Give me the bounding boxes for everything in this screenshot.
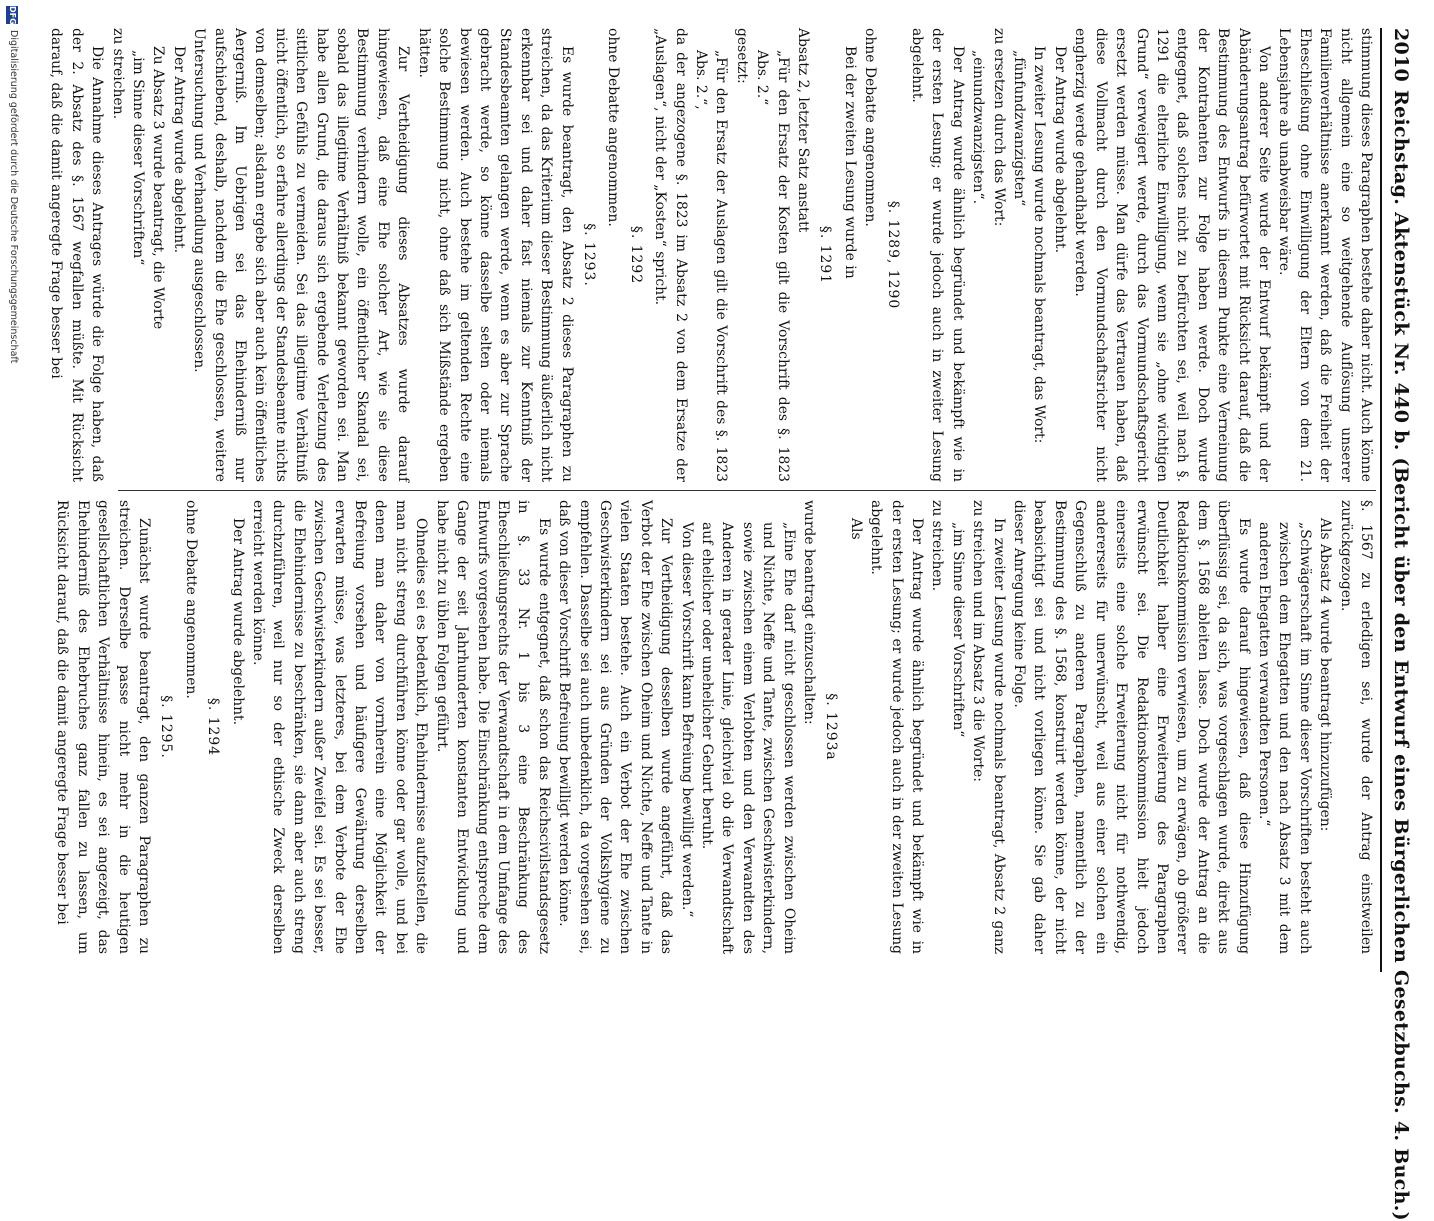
right-paragraph: Als <box>847 518 864 540</box>
left-paragraph: Zur Vertheidigung dieses Absatzes wurde darauf hingewiesen, daß eine Ehe solcher Art, wie sie diese Bestimmung verhindern wolle, ein öffentlicher Skandal sei, sobald das illegitime Verhältniß bekannt geworden sei. Man habe allen Grund, die daraus sich ergebende Verletzung des sittlichen Gefühls zu vermeiden. Sei das illegitime Verhältniß nicht öffentlich, so erfahre allerdings der Standesbeamte nichts von demselben; alsdann ergebe sich aber auch kein öffentliches Aergerniß. Im Uebrigen sei das Ehehinderniß nur aufschiebend, deshalb, nachdem die Ehe geschlossen, weitere Untersuchung und Verhandlung ausgeschlossen. <box>191 28 412 482</box>
running-title: Reichstag. Aktenstück Nr. 440 b. (Bericht über den Entwurf eines Bürgerlichen Gesetzbuchs. 4. Buch.) <box>1390 90 1412 1221</box>
right-paragraph: zu streichen. <box>929 500 946 592</box>
right-column <box>54 500 1376 954</box>
column-divider <box>118 490 1376 491</box>
left-quoted-text: „Für den Ersatz der Auslagen gilt die Vorschrift des §. 1823 Abs. 2.“, <box>693 50 730 482</box>
left-paragraph: Es wurde beantragt, den Absatz 2 dieses Paragraphen zu streichen, da das Kriterium dieser Bestimmung äußerlich nicht erkennbar sei und daher fast niemals zur Kenntniß der Standesbeamten gelangen werde, wenn es aber zur Sprache gebracht werde, so könne dasselbe selten oder niemals bewiesen werden. Auch bestehe im geltenden Rechte eine solche Bestimmung nicht, ohne daß sich Mißstände ergeben hätten. <box>415 28 575 482</box>
right-quoted-text: „Eine Ehe darf nicht geschlossen werden zwischen Oheim und Nichte, Neffe und Tante, zwischen Geschwisterkindern, sowie zwischen einem Verlobten und den Verwandten des Anderen in gerader Linie, gleichviel ob die Verwandtschaft auf ehelicher oder unehelicher Geburt beruht. <box>699 522 797 954</box>
right-paragraph: Es wurde darauf hingewiesen, daß diese Hinzufügung überflüssig sei, da sich, was vorgeschlagen wurde, direkt aus dem §. 1568 ableiten lasse. Doch wurde der Antrag an die Redaktionskommission verwiesen, um zu erwägen, ob größerer Deutlichkeit halber eine Erweiterung des Paragraphen erwünscht sei. Die Redaktionskommission hielt jedoch einerseits eine solche Erweiterung nicht für nothwendig, andererseits für unerwünscht, weil aus einer solchen ein Gegenschluß zu anderen Paragraphen, namentlich zu der Bestimmung des §. 1568, konstruirt werden könne, der nicht beabsichtigt sei und nicht vorliegen könne. Sie gab daher dieser Anregung keine Folge. <box>1011 500 1252 954</box>
right-quoted-text: Von dieser Vorschrift kann Befreiung bewilligt werden.“ <box>678 522 695 918</box>
left-section-heading: §. 1293. <box>580 223 597 287</box>
left-column <box>48 28 1376 482</box>
right-section-heading: §. 1295. <box>158 695 175 759</box>
left-paragraph: Absatz 2, letzter Satz anstatt <box>795 28 812 233</box>
left-section-heading: §. 1292 <box>627 225 644 285</box>
left-paragraph: Der Antrag wurde ähnlich begründet und bekämpft wie in der ersten Lesung; er wurde jedoch auch in zweiter Lesung abgelehnt. <box>909 28 966 482</box>
right-paragraph: Als Absatz 4 wurde beantragt hinzuzufügen: <box>1317 518 1334 832</box>
left-paragraph: zu streichen. <box>109 28 126 120</box>
left-quoted-text: „Für den Ersatz der Kosten gilt die Vorschrift des §. 1823 Abs. 2.“ <box>754 50 791 482</box>
right-paragraph: ohne Debatte angenommen. <box>182 500 199 699</box>
digitization-note: Digitalisierung gefördert durch die Deutsche Forschungsgemeinschaft <box>8 30 19 364</box>
left-quoted-text: „einundzwanzigsten“. <box>970 50 987 205</box>
page-header <box>1380 28 1416 1221</box>
left-paragraph: Von anderer Seite wurde der Entwurf bekämpft und der Abänderungsantrag befürwortet mit Rücksicht darauf, daß die Bestimmung des Entwurfs in diesem Punkte eine Verneinung der Kontrahenten zur Folge haben werde. Doch wurde entgegnet, daß solches nicht zu befürchten sei, weil nach §. 1291 die elterliche Einwilligung, wenn sie „ohne wichtigen Grund“ verweigert werde, durch das Vormundschaftsgericht ersetzt werden müsse. Man dürfe das Vertrauen haben, daß diese Vollmacht durch den Vormundschaftsrichter nicht engherzig werde gehandhabt werden. <box>1072 28 1272 482</box>
right-paragraph: Ohnedies sei es bedenklich, Ehehindernisse aufzustellen, die man nicht streng durchführen könne oder gar wolle, und bei denen man daher von vornherein eine Möglichkeit der Befreiung vorsehen und häufigere Gewährung derselben erwarten müsse, was letzteres, bei dem Verbote der Ehe zwischen Geschwisterkindern außer Zweifel sei. Es sei besser, die Ehehindernisse zu beschränken, sie dann aber auch streng durchzuführen, weil nur so der ethische Zweck derselben erreicht werden könne. <box>250 500 430 954</box>
dfg-logo: DFG <box>8 6 17 25</box>
left-paragraph: ohne Debatte angenommen. <box>862 28 879 227</box>
right-quoted-text: „im Sinne dieser Vorschriften“ <box>949 522 966 738</box>
right-paragraph: Der Antrag wurde ähnlich begründet und bekämpft wie in der ersten Lesung; er wurde jedoch auch in der zweiten Lesung abgelehnt. <box>868 500 926 954</box>
left-section-heading: §. 1289, 1290 <box>884 200 901 310</box>
right-paragraph: Zur Vertheidigung desselben wurde angeführt, daß das Verbot der Ehe zwischen Oheim und Nichte, Neffe und Tante in vielen Staaten bestehe. Auch ein Verbot der Ehe zwischen Geschwisterkindern sei aus Gründen der Volkshygiene zu empfehlen. Dasselbe sei auch unbedenklich, da vorgesehen sei, daß von dieser Vorschrift Befreiung bewilligt werden könne. <box>556 500 675 954</box>
left-paragraph: Der Antrag wurde abgelehnt. <box>1051 46 1068 254</box>
right-paragraph: In zweiter Lesung wurde nochmals beantragt, Absatz 2 ganz zu streichen und im Absatz 3 die Worte: <box>970 500 1007 954</box>
right-paragraph: wurde beantragt einzuschalten: <box>801 500 818 725</box>
right-paragraph: Zunächst wurde beantragt, den ganzen Paragraphen zu streichen. Derselbe passe nicht mehr in die heutigen gesellschaftlichen Verhältnisse hinein, es sei angezeigt, das Ehehinderniß des Ehebruches ganz fallen zu lassen, um Rücksicht darauf, daß die damit angeregte Frage besser bei <box>54 500 153 954</box>
page-number: 2010 <box>1390 28 1412 83</box>
right-paragraph: Der Antrag wurde abgelehnt. <box>229 518 246 726</box>
left-paragraph: stimmung dieses Paragraphen bestehe daher nicht. Auch könne nicht allgemein eine so weitgehende Auflösung unserer Familienverhältnisse anerkannt werden, daß die Freiheit der Eheschließung ohne Einwilligung der Eltern von dem 21. Lebensjahre ab unabweisbar wäre. <box>1276 28 1374 482</box>
left-paragraph: Bei der zweiten Lesung wurde in <box>841 46 858 279</box>
right-section-heading: §. 1294 <box>205 697 222 757</box>
left-paragraph: In zweiter Lesung wurde nochmals beantragt, das Wort: <box>1031 46 1048 444</box>
left-paragraph: gesetzt: <box>733 28 750 84</box>
left-paragraph: Die Annahme dieses Antrages würde die Folge haben, daß der 2. Absatz des §. 1567 wegfallen müßte. Mit Rücksicht darauf, daß die damit angeregte Frage besser bei <box>48 28 106 482</box>
left-quoted-text: „fünfundzwanzigsten“ <box>1011 50 1028 207</box>
right-section-heading: §. 1293a <box>823 693 840 761</box>
left-section-heading: §. 1291 <box>817 225 834 285</box>
right-paragraph: §. 1567 zu erledigen sei, wurde der Antrag einstweilen zurückgezogen. <box>1337 500 1374 954</box>
left-paragraph: zu ersetzen durch das Wort: <box>990 28 1007 227</box>
left-paragraph: Zu Absatz 3 wurde beantragt, die Worte <box>150 46 167 330</box>
left-paragraph: ohne Debatte angenommen. <box>605 28 622 227</box>
left-paragraph: Der Antrag wurde abgelehnt. <box>170 46 187 254</box>
right-paragraph: Es wurde entgegnet, daß schon das Reichscivilstandsgesetz in §. 33 Nr. 1 bis 3 eine Beschränkung des Eheschließungsrechts der Verwandtschaft in dem Umfange des Entwurfs vorgesehen habe. Die Einschränkung entspreche dem Gange der seit Jahrhunderten konstanten Entwicklung und habe nicht zu üblen Folgen geführt. <box>433 500 552 954</box>
right-quoted-text: „Schwägerschaft im Sinne dieser Vorschriften besteht auch zwischen dem Ehegatten und den nach Absatz 3 mit dem anderen Ehegatten verwandten Personen.“ <box>1255 522 1313 954</box>
left-paragraph: da der angezogene §. 1823 im Absatz 2 von dem Ersatze der „Auslagen“, nicht der „Kosten“ spricht. <box>652 28 689 482</box>
page-footer <box>0 0 26 1000</box>
left-quoted-text: „im Sinne dieser Vorschriften“ <box>130 50 147 266</box>
